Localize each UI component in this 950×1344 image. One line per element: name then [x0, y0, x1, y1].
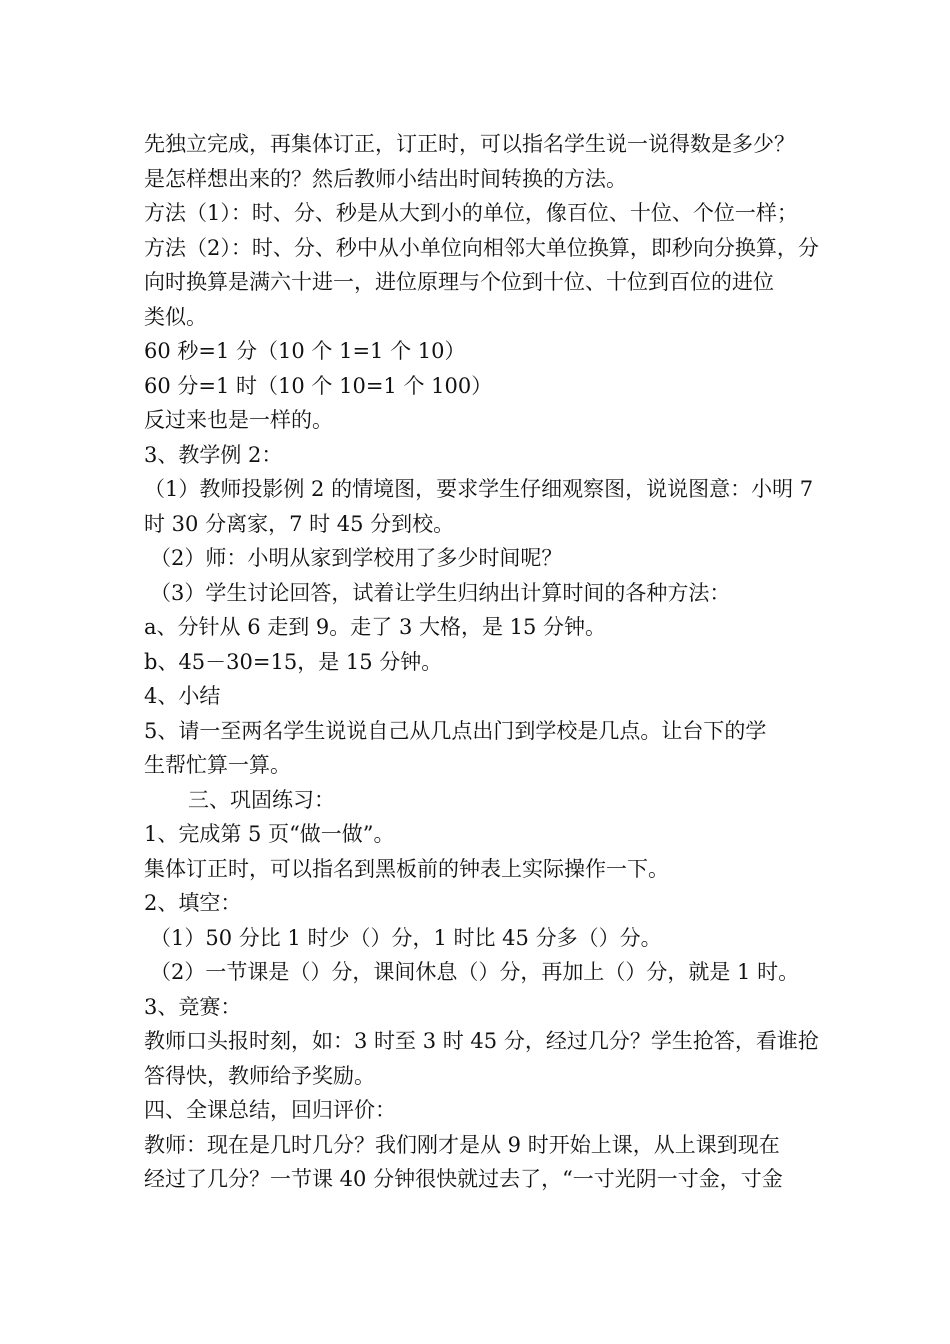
text-line: （1）教师投影例 2 的情境图，要求学生仔细观察图，说说图意：小明 7 [144, 477, 814, 501]
section-heading: 2、填空： [144, 891, 242, 915]
text-line: 方法（1）：时、分、秒是从大到小的单位，像百位、十位、个位一样； [144, 201, 798, 225]
section-heading: 3、教学例 2： [144, 442, 283, 467]
text-line: 60 秒=1 分（10 个 1=1 个 10） [144, 339, 466, 363]
document-body [144, 127, 819, 1197]
text-line: b、45－30=15，是 15 分钟。 [144, 649, 443, 674]
text-line: （1）50 分比 1 时少（）分，1 时比 45 分多（）分。 [150, 925, 662, 950]
text-line: 教师：现在是几时几分？我们刚才是从 9 时开始上课，从上课到现在 [144, 1132, 780, 1157]
section-heading: 四、全课总结，回归评价： [144, 1098, 396, 1122]
text-line: 60 分=1 时（10 个 10=1 个 100） [144, 373, 493, 398]
text-line: 5、请一至两名学生说说自己从几点出门到学校是几点。让台下的学 [144, 718, 767, 743]
text-line: 集体订正时，可以指名到黑板前的钟表上实际操作一下。 [144, 856, 669, 881]
text-line: 方法（2）：时、分、秒中从小单位向相邻大单位换算，即秒向分换算，分 [144, 235, 819, 260]
text-line: 反过来也是一样的。 [144, 408, 333, 432]
text-line: （3）学生讨论回答，试着让学生归纳出计算时间的各种方法： [150, 580, 731, 605]
text-line: 1、完成第 5 页“做一做”。 [144, 822, 395, 846]
text-line: a、分针从 6 走到 9。走了 3 大格，是 15 分钟。 [144, 615, 607, 639]
section-heading: 4、小结 [144, 684, 221, 708]
text-line: 答得快，教师给予奖励。 [144, 1063, 375, 1088]
text-line: 教师口头报时刻，如：3 时至 3 时 45 分，经过几分？学生抢答，看谁抢 [144, 1029, 819, 1053]
text-line: 向时换算是满六十进一，进位原理与个位到十位、十位到百位的进位 [144, 270, 774, 294]
text-line: 是怎样想出来的？然后教师小结出时间转换的方法。 [144, 166, 627, 191]
text-line: 生帮忙算一算。 [144, 753, 291, 777]
section-heading: 三、巩固练习： [188, 787, 335, 812]
text-line: （2）一节课是（）分，课间休息（）分，再加上（）分，就是 1 时。 [150, 960, 800, 984]
text-line: 经过了几分？一节课 40 分钟很快就过去了，“一寸光阴一寸金，寸金 [144, 1167, 783, 1191]
text-line: 时 30 分离家，7 时 45 分到校。 [144, 511, 455, 536]
section-heading: 3、竞赛： [144, 994, 242, 1019]
text-line: 类似。 [144, 304, 207, 329]
text-line: （2）师：小明从家到学校用了多少时间呢？ [150, 546, 563, 570]
text-line: 先独立完成，再集体订正，订正时，可以指名学生说一说得数是多少？ [144, 132, 795, 156]
